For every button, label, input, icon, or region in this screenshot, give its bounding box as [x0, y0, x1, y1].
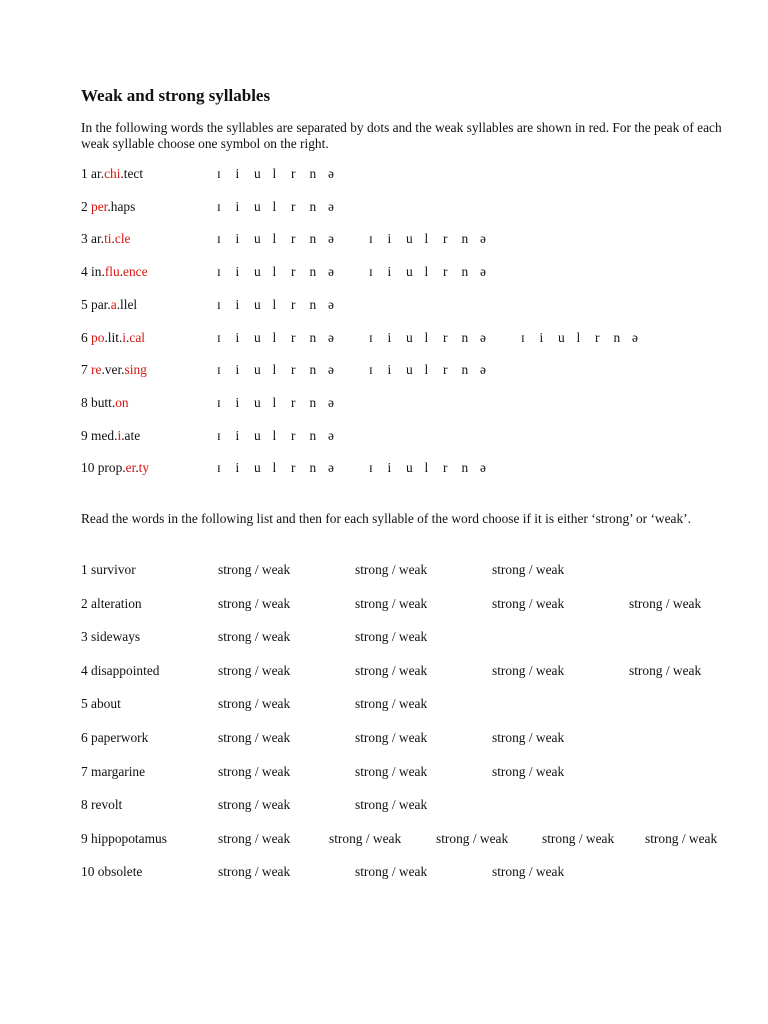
- strong-weak-choice[interactable]: strong / weak: [492, 595, 565, 611]
- weak-syllable: i: [117, 427, 122, 443]
- strong-weak-choice[interactable]: strong / weak: [218, 696, 291, 712]
- syllable-row: [0, 231, 768, 249]
- syllable-text: 3 ar.: [81, 231, 105, 247]
- syllable-text: 5 par.: [81, 296, 111, 312]
- symbol-option[interactable]: r: [443, 362, 448, 378]
- symbol-option[interactable]: ɪ: [217, 427, 221, 443]
- syllable-row: [0, 395, 768, 413]
- syllabified-word: [81, 297, 137, 313]
- syllable-text: .ate: [121, 427, 141, 443]
- symbol-option[interactable]: ə: [480, 231, 486, 247]
- strong-weak-row: [0, 663, 768, 681]
- symbol-option[interactable]: n: [613, 329, 621, 345]
- instructions-part-2: Read the words in the following list and then for each syllable of the word choose if it is either ‘strong’ or ‘weak’.: [81, 511, 691, 526]
- symbol-option[interactable]: i: [235, 460, 240, 476]
- strong-weak-choice[interactable]: strong / weak: [355, 662, 428, 678]
- strong-weak-row: [0, 562, 768, 580]
- symbol-choice-group: [369, 264, 499, 280]
- weak-syllable: flu: [104, 264, 120, 280]
- symbol-option[interactable]: n: [461, 329, 469, 345]
- syllable-text: 4 in.: [81, 264, 105, 280]
- symbol-option[interactable]: n: [309, 362, 317, 378]
- symbol-option[interactable]: i: [235, 296, 240, 312]
- symbol-option[interactable]: u: [254, 231, 261, 247]
- weak-syllable: sing: [124, 362, 147, 378]
- strong-weak-choice[interactable]: strong / weak: [218, 562, 291, 577]
- strong-weak-row: [0, 730, 768, 748]
- symbol-option[interactable]: r: [443, 264, 448, 280]
- symbol-option[interactable]: u: [254, 166, 261, 181]
- strong-weak-choice[interactable]: strong / weak: [218, 595, 291, 611]
- word-label: 6 paperwork: [81, 730, 149, 745]
- syllabified-word: [81, 199, 135, 215]
- symbol-option[interactable]: ə: [328, 264, 334, 280]
- symbol-option[interactable]: r: [443, 460, 448, 476]
- syllable-text: .: [119, 264, 124, 280]
- symbol-option[interactable]: l: [272, 460, 277, 476]
- symbol-choice-group: [217, 330, 347, 346]
- weak-syllable: re: [91, 362, 102, 378]
- symbol-option[interactable]: r: [291, 264, 296, 280]
- strong-weak-choice[interactable]: strong / weak: [492, 864, 565, 880]
- instructions-part-1: In the following words the syllables are separated by dots and the weak syllables are shown in red. For the peak of each weak syllable choose one symbol on the right.: [81, 120, 722, 151]
- symbol-option[interactable]: i: [235, 198, 240, 214]
- strong-weak-choice[interactable]: strong / weak: [492, 730, 565, 745]
- weak-syllable: a: [110, 296, 117, 312]
- symbol-option[interactable]: n: [309, 198, 317, 214]
- weak-syllable: per: [91, 198, 108, 214]
- strong-weak-choice[interactable]: strong / weak: [629, 662, 702, 678]
- syllable-text: .llel: [116, 296, 138, 312]
- symbol-option[interactable]: ɪ: [217, 329, 221, 345]
- weak-syllable: er: [125, 460, 136, 476]
- strong-weak-choice[interactable]: strong / weak: [645, 830, 718, 846]
- symbol-option[interactable]: u: [558, 329, 565, 345]
- symbol-option[interactable]: ə: [328, 394, 334, 410]
- symbol-option[interactable]: ə: [328, 362, 334, 378]
- syllabified-word: [81, 166, 143, 182]
- weak-syllable: ti: [104, 231, 112, 247]
- symbol-choice-group: [217, 297, 347, 313]
- symbol-option[interactable]: u: [254, 394, 261, 410]
- symbol-choice-group: [217, 460, 347, 476]
- strong-weak-choice[interactable]: strong / weak: [218, 730, 291, 745]
- strong-weak-choice[interactable]: strong / weak: [492, 562, 565, 577]
- strong-weak-choice[interactable]: strong / weak: [542, 830, 615, 846]
- strong-weak-row: [0, 764, 768, 782]
- symbol-choice-group: [369, 231, 499, 247]
- symbol-option[interactable]: n: [309, 427, 317, 443]
- symbol-option[interactable]: r: [291, 394, 296, 410]
- strong-weak-choice[interactable]: strong / weak: [218, 864, 291, 880]
- syllable-text: 6: [81, 329, 92, 345]
- weak-syllable: i: [122, 329, 127, 345]
- symbol-option[interactable]: l: [272, 427, 277, 443]
- symbol-option[interactable]: i: [235, 329, 240, 345]
- syllable-text: .ver.: [101, 362, 125, 378]
- symbol-option[interactable]: l: [272, 231, 277, 247]
- symbol-choice-group: [217, 166, 347, 182]
- symbol-option[interactable]: ə: [480, 264, 486, 280]
- syllable-text: 1 ar.: [81, 166, 105, 181]
- syllabified-word: [81, 231, 130, 247]
- symbol-option[interactable]: ə: [328, 329, 334, 345]
- weak-syllable: ty: [138, 460, 150, 476]
- symbol-option[interactable]: l: [424, 329, 429, 345]
- symbol-option[interactable]: n: [309, 296, 317, 312]
- symbol-option[interactable]: u: [254, 296, 261, 312]
- strong-weak-choice[interactable]: strong / weak: [355, 562, 428, 577]
- symbol-option[interactable]: i: [387, 460, 392, 476]
- syllable-text: 2: [81, 198, 92, 214]
- symbol-option[interactable]: ə: [328, 231, 334, 247]
- symbol-option[interactable]: i: [387, 329, 392, 345]
- symbol-option[interactable]: r: [595, 329, 600, 345]
- strong-weak-row: [0, 831, 768, 849]
- symbol-option[interactable]: n: [461, 231, 469, 247]
- syllable-text: .haps: [107, 198, 136, 214]
- strong-weak-choice[interactable]: strong / weak: [218, 662, 291, 678]
- symbol-option[interactable]: r: [291, 460, 296, 476]
- symbol-option[interactable]: u: [406, 329, 413, 345]
- symbol-choice-group: [217, 264, 347, 280]
- strong-weak-choice[interactable]: strong / weak: [355, 797, 428, 813]
- word-label: 1 survivor: [81, 562, 136, 577]
- symbol-option[interactable]: u: [406, 264, 413, 280]
- symbol-option[interactable]: l: [272, 329, 277, 345]
- word-label: 2 alteration: [81, 595, 142, 611]
- symbol-option[interactable]: r: [291, 231, 296, 247]
- symbol-option[interactable]: ə: [328, 198, 334, 214]
- symbol-option[interactable]: u: [254, 362, 261, 378]
- symbol-option[interactable]: ɪ: [217, 264, 221, 280]
- symbol-option[interactable]: ə: [328, 427, 334, 443]
- strong-weak-choice[interactable]: strong / weak: [355, 696, 428, 712]
- symbol-option[interactable]: i: [235, 394, 240, 410]
- symbol-option[interactable]: ɪ: [217, 460, 221, 476]
- weak-syllable: ence: [123, 264, 148, 280]
- syllabified-word: [81, 362, 147, 378]
- symbol-option[interactable]: i: [235, 427, 240, 443]
- symbol-option[interactable]: ɪ: [369, 460, 373, 476]
- strong-weak-row: [0, 864, 768, 882]
- symbol-choice-group: [369, 362, 499, 378]
- symbol-option[interactable]: ɪ: [369, 362, 373, 378]
- symbol-option[interactable]: r: [291, 198, 296, 214]
- symbol-choice-group: [217, 362, 347, 378]
- page-title: Weak and strong syllables: [81, 86, 271, 105]
- symbol-option[interactable]: l: [424, 362, 429, 378]
- symbol-option[interactable]: l: [272, 394, 277, 410]
- strong-weak-choice[interactable]: strong / weak: [218, 830, 291, 846]
- symbol-option[interactable]: r: [443, 329, 448, 345]
- symbol-option[interactable]: ə: [632, 329, 638, 345]
- syllable-text: 9 med.: [81, 427, 118, 443]
- symbol-option[interactable]: n: [309, 460, 317, 476]
- strong-weak-choice[interactable]: strong / weak: [218, 763, 291, 779]
- symbol-option[interactable]: r: [443, 231, 448, 247]
- weak-syllable: po: [91, 329, 105, 345]
- strong-weak-choice[interactable]: strong / weak: [218, 629, 291, 645]
- symbol-option[interactable]: n: [309, 231, 317, 247]
- syllable-text: .: [126, 329, 130, 345]
- symbol-option[interactable]: i: [387, 231, 392, 247]
- symbol-option[interactable]: l: [424, 231, 429, 247]
- symbol-option[interactable]: i: [235, 231, 240, 247]
- syllable-row: [0, 166, 768, 184]
- strong-weak-choice[interactable]: strong / weak: [492, 763, 565, 779]
- syllable-text: .: [111, 231, 115, 247]
- symbol-choice-group: [217, 199, 347, 215]
- syllabified-word: [81, 395, 129, 411]
- symbol-option[interactable]: r: [291, 362, 296, 378]
- symbol-option[interactable]: u: [254, 460, 261, 476]
- symbol-choice-group: [521, 330, 651, 346]
- word-label: 9 hippopotamus: [81, 830, 167, 846]
- symbol-choice-group: [217, 395, 347, 411]
- symbol-option[interactable]: u: [406, 362, 413, 378]
- syllabified-word: [81, 428, 140, 444]
- syllable-text: .: [135, 460, 139, 476]
- symbol-option[interactable]: ə: [480, 329, 486, 345]
- symbol-option[interactable]: n: [461, 460, 469, 476]
- strong-weak-choice[interactable]: strong / weak: [355, 629, 428, 645]
- symbol-option[interactable]: ə: [328, 460, 334, 476]
- symbol-option[interactable]: ɪ: [217, 362, 221, 378]
- symbol-option[interactable]: r: [291, 427, 296, 443]
- strong-weak-choice[interactable]: strong / weak: [329, 830, 402, 846]
- symbol-option[interactable]: l: [272, 166, 277, 181]
- word-label: 8 revolt: [81, 797, 123, 813]
- symbol-option[interactable]: ɪ: [369, 231, 373, 247]
- word-label: 10 obsolete: [81, 864, 143, 880]
- symbol-option[interactable]: i: [235, 166, 240, 181]
- symbol-option[interactable]: l: [272, 198, 277, 214]
- symbol-option[interactable]: n: [461, 362, 469, 378]
- symbol-option[interactable]: n: [309, 264, 317, 280]
- syllable-row: [0, 199, 768, 217]
- symbol-option[interactable]: u: [254, 427, 261, 443]
- syllable-text: .tect: [120, 166, 144, 181]
- symbol-option[interactable]: i: [235, 362, 240, 378]
- symbol-choice-group: [217, 428, 347, 444]
- syllable-row: [0, 264, 768, 282]
- syllable-text: .lit.: [104, 329, 123, 345]
- syllabified-word: [81, 330, 145, 346]
- syllabified-word: [81, 264, 148, 280]
- strong-weak-choice[interactable]: strong / weak: [436, 830, 509, 846]
- word-label: 7 margarine: [81, 763, 146, 779]
- symbol-option[interactable]: ə: [480, 362, 486, 378]
- weak-syllable: cle: [114, 231, 131, 247]
- symbol-option[interactable]: u: [406, 231, 413, 247]
- weak-syllable: on: [115, 394, 129, 410]
- strong-weak-row: [0, 696, 768, 714]
- symbol-option[interactable]: ɪ: [521, 329, 525, 345]
- symbol-option[interactable]: l: [272, 362, 277, 378]
- symbol-option[interactable]: l: [424, 460, 429, 476]
- syllabified-word: [81, 460, 149, 476]
- symbol-option[interactable]: l: [576, 329, 581, 345]
- symbol-option[interactable]: r: [291, 166, 296, 181]
- syllable-row: [0, 362, 768, 380]
- syllable-row: [0, 460, 768, 478]
- symbol-option[interactable]: l: [272, 264, 277, 280]
- strong-weak-choice[interactable]: strong / weak: [492, 662, 565, 678]
- symbol-choice-group: [369, 460, 499, 476]
- syllable-row: [0, 330, 768, 348]
- symbol-option[interactable]: i: [539, 329, 544, 345]
- word-label: 3 sideways: [81, 629, 141, 645]
- symbol-option[interactable]: ɪ: [369, 329, 373, 345]
- strong-weak-choice[interactable]: strong / weak: [355, 763, 428, 779]
- symbol-option[interactable]: n: [461, 264, 469, 280]
- symbol-option[interactable]: ə: [328, 296, 334, 312]
- symbol-choice-group: [217, 231, 347, 247]
- strong-weak-row: [0, 596, 768, 614]
- symbol-option[interactable]: u: [254, 198, 261, 214]
- word-label: 4 disappointed: [81, 662, 160, 678]
- word-label: 5 about: [81, 696, 121, 712]
- symbol-option[interactable]: ə: [328, 166, 334, 181]
- symbol-choice-group: [369, 330, 499, 346]
- syllable-row: [0, 428, 768, 446]
- symbol-option[interactable]: l: [272, 296, 277, 312]
- symbol-option[interactable]: n: [309, 166, 317, 181]
- symbol-option[interactable]: n: [309, 329, 317, 345]
- syllable-text: 8 butt.: [81, 394, 116, 410]
- symbol-option[interactable]: i: [387, 362, 392, 378]
- symbol-option[interactable]: i: [235, 264, 240, 280]
- symbol-option[interactable]: u: [406, 460, 413, 476]
- strong-weak-row: [0, 797, 768, 815]
- syllable-text: 7: [81, 362, 92, 378]
- symbol-option[interactable]: ɪ: [217, 296, 221, 312]
- syllable-row: [0, 297, 768, 315]
- strong-weak-choice[interactable]: strong / weak: [355, 864, 428, 880]
- symbol-option[interactable]: ɪ: [369, 264, 373, 280]
- strong-weak-choice[interactable]: strong / weak: [629, 595, 702, 611]
- syllable-text: 10 prop.: [81, 460, 126, 476]
- symbol-option[interactable]: l: [424, 264, 429, 280]
- symbol-option[interactable]: r: [291, 296, 296, 312]
- strong-weak-row: [0, 629, 768, 647]
- symbol-option[interactable]: ɪ: [217, 198, 221, 214]
- symbol-option[interactable]: ɪ: [217, 394, 221, 410]
- symbol-option[interactable]: i: [387, 264, 392, 280]
- symbol-option[interactable]: u: [254, 264, 261, 280]
- weak-syllable: cal: [129, 329, 145, 345]
- symbol-option[interactable]: ɪ: [217, 166, 221, 181]
- strong-weak-choice[interactable]: strong / weak: [218, 797, 291, 813]
- symbol-option[interactable]: u: [254, 329, 261, 345]
- symbol-option[interactable]: r: [291, 329, 296, 345]
- symbol-option[interactable]: n: [309, 394, 317, 410]
- symbol-option[interactable]: ɪ: [217, 231, 221, 247]
- strong-weak-choice[interactable]: strong / weak: [355, 730, 428, 745]
- weak-syllable: chi: [104, 166, 121, 181]
- strong-weak-choice[interactable]: strong / weak: [355, 595, 428, 611]
- symbol-option[interactable]: ə: [480, 460, 486, 476]
